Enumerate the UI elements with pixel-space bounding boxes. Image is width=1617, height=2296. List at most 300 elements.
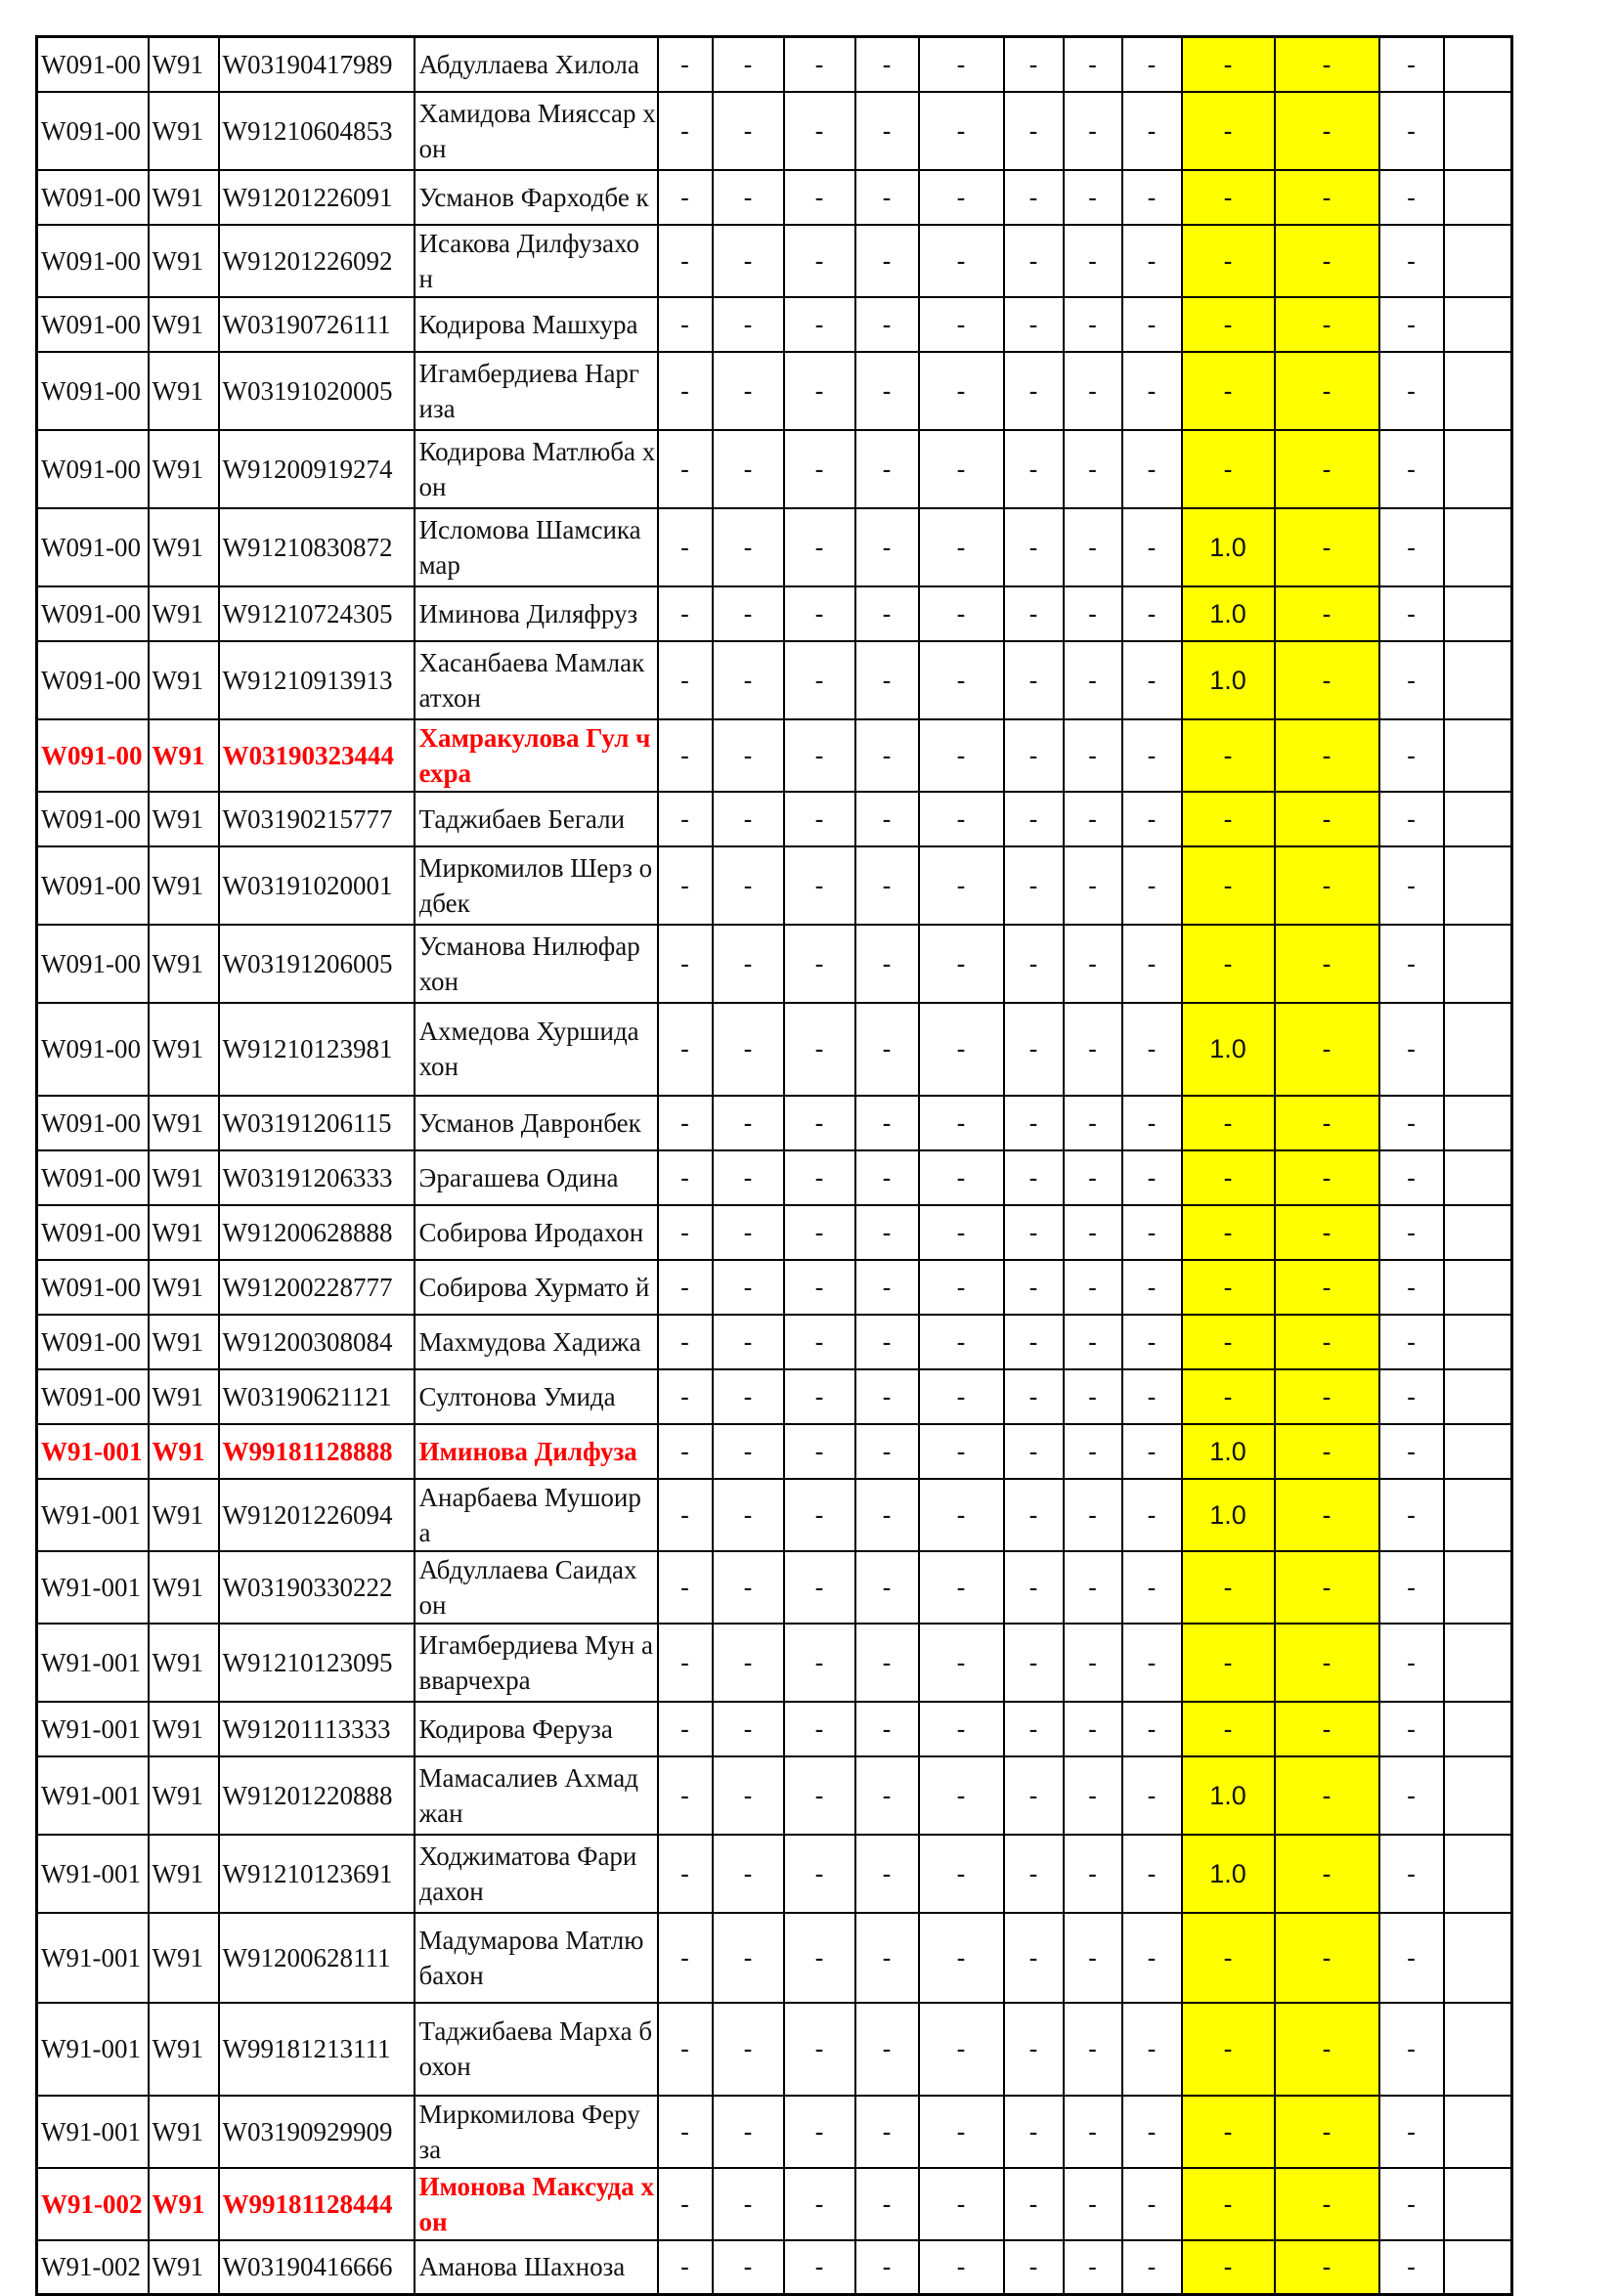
cell-value: - bbox=[658, 1369, 713, 1424]
name-text: Кодирова Машхура bbox=[418, 309, 638, 339]
cell-code: W91-001 bbox=[37, 1756, 149, 1835]
cell-value: - bbox=[855, 1702, 919, 1756]
cell-group: W91 bbox=[149, 2096, 219, 2168]
cell-id: W91200919274 bbox=[219, 430, 415, 508]
cell-value: - bbox=[855, 641, 919, 719]
cell-value: - bbox=[1379, 170, 1444, 225]
cell-value bbox=[1444, 37, 1512, 92]
cell-code: W91-001 bbox=[37, 2003, 149, 2096]
cell-value: - bbox=[1004, 1369, 1064, 1424]
name-text: Мадумарова Матлю бахон bbox=[418, 1925, 644, 1990]
cell-value: - bbox=[919, 1260, 1004, 1315]
cell-id: W03190416666 bbox=[219, 2240, 415, 2295]
cell-code: W91-002 bbox=[37, 2168, 149, 2240]
table-row bbox=[37, 1424, 1512, 1479]
cell-value: - bbox=[1275, 170, 1379, 225]
cell-value: - bbox=[919, 37, 1004, 92]
cell-value: - bbox=[919, 1369, 1004, 1424]
cell-value: - bbox=[1275, 1624, 1379, 1702]
cell-value: - bbox=[658, 1702, 713, 1756]
cell-value: - bbox=[855, 225, 919, 297]
cell-value: - bbox=[1379, 1479, 1444, 1551]
cell-value bbox=[1444, 2240, 1512, 2295]
cell-value: - bbox=[1275, 586, 1379, 641]
cell-value: - bbox=[1275, 2003, 1379, 2096]
cell-id: W91210913913 bbox=[219, 641, 415, 719]
cell-value: - bbox=[1379, 1369, 1444, 1424]
cell-value: - bbox=[784, 1424, 855, 1479]
cell-value: - bbox=[1064, 1479, 1122, 1551]
cell-id: W91210830872 bbox=[219, 508, 415, 586]
cell-value: - bbox=[1122, 1479, 1182, 1551]
cell-value: - bbox=[919, 2240, 1004, 2295]
cell-value: - bbox=[919, 1913, 1004, 2003]
cell-value: - bbox=[1275, 2240, 1379, 2295]
cell-value: - bbox=[713, 1551, 784, 1624]
cell-value: - bbox=[1004, 1150, 1064, 1205]
cell-value: - bbox=[1004, 1835, 1064, 1913]
cell-value: - bbox=[1379, 846, 1444, 925]
cell-value bbox=[1444, 1150, 1512, 1205]
cell-group: W91 bbox=[149, 1205, 219, 1260]
cell-value: - bbox=[1122, 430, 1182, 508]
cell-value: - bbox=[1182, 1205, 1275, 1260]
cell-value: - bbox=[1004, 2240, 1064, 2295]
name-text: Хамидова Мияссар хон bbox=[418, 98, 656, 163]
cell-value: - bbox=[1004, 1624, 1064, 1702]
cell-value bbox=[1444, 2003, 1512, 2096]
cell-value: - bbox=[1275, 719, 1379, 792]
cell-code: W091-00 bbox=[37, 1315, 149, 1369]
cell-value: - bbox=[1122, 1913, 1182, 2003]
cell-value: - bbox=[1275, 1702, 1379, 1756]
cell-value bbox=[1444, 1424, 1512, 1479]
cell-value: - bbox=[1122, 2168, 1182, 2240]
cell-value: - bbox=[1004, 92, 1064, 170]
cell-value: - bbox=[1275, 1913, 1379, 2003]
cell-name bbox=[415, 719, 658, 792]
cell-value: 1.0 bbox=[1182, 1003, 1275, 1096]
cell-name bbox=[415, 1624, 658, 1702]
cell-code: W091-00 bbox=[37, 925, 149, 1003]
cell-value: - bbox=[855, 1369, 919, 1424]
cell-value bbox=[1444, 1479, 1512, 1551]
cell-value: - bbox=[1064, 170, 1122, 225]
cell-value: - bbox=[1379, 1424, 1444, 1479]
cell-value: - bbox=[713, 1835, 784, 1913]
cell-value: - bbox=[1275, 1369, 1379, 1424]
name-text: Таджибаев Бегали bbox=[418, 803, 626, 834]
cell-value: - bbox=[658, 1756, 713, 1835]
table-row bbox=[37, 641, 1512, 719]
cell-name bbox=[415, 1551, 658, 1624]
cell-code: W091-00 bbox=[37, 508, 149, 586]
cell-value: - bbox=[1182, 1702, 1275, 1756]
cell-value: - bbox=[1275, 1260, 1379, 1315]
cell-code: W091-00 bbox=[37, 1369, 149, 1424]
cell-value: - bbox=[1122, 846, 1182, 925]
cell-value: - bbox=[1064, 1424, 1122, 1479]
table-row bbox=[37, 1835, 1512, 1913]
cell-value: - bbox=[784, 225, 855, 297]
table-row bbox=[37, 1624, 1512, 1702]
cell-value: - bbox=[658, 1205, 713, 1260]
cell-value: - bbox=[1122, 170, 1182, 225]
cell-value: - bbox=[1275, 352, 1379, 430]
cell-name bbox=[415, 1913, 658, 2003]
cell-value: - bbox=[658, 641, 713, 719]
cell-value: - bbox=[1064, 1260, 1122, 1315]
cell-value: - bbox=[1379, 508, 1444, 586]
cell-value: 1.0 bbox=[1182, 1835, 1275, 1913]
cell-value: - bbox=[855, 925, 919, 1003]
cell-value: - bbox=[1379, 1624, 1444, 1702]
cell-value: - bbox=[1064, 586, 1122, 641]
cell-value: - bbox=[1182, 1624, 1275, 1702]
cell-value: - bbox=[1182, 719, 1275, 792]
cell-value bbox=[1444, 1315, 1512, 1369]
cell-value: - bbox=[1064, 1150, 1122, 1205]
cell-value bbox=[1444, 1369, 1512, 1424]
cell-value: - bbox=[919, 2168, 1004, 2240]
cell-group: W91 bbox=[149, 2003, 219, 2096]
cell-code: W091-00 bbox=[37, 586, 149, 641]
cell-value bbox=[1444, 297, 1512, 352]
cell-value: - bbox=[919, 1835, 1004, 1913]
cell-value: - bbox=[1122, 92, 1182, 170]
cell-value: - bbox=[784, 92, 855, 170]
cell-value bbox=[1444, 792, 1512, 846]
cell-value: - bbox=[1064, 92, 1122, 170]
cell-name bbox=[415, 297, 658, 352]
cell-name bbox=[415, 1205, 658, 1260]
cell-value bbox=[1444, 170, 1512, 225]
cell-group: W91 bbox=[149, 297, 219, 352]
cell-value: 1.0 bbox=[1182, 586, 1275, 641]
cell-value: - bbox=[1182, 792, 1275, 846]
cell-code: W091-00 bbox=[37, 641, 149, 719]
cell-id: W99181213111 bbox=[219, 2003, 415, 2096]
cell-value: - bbox=[855, 586, 919, 641]
cell-id: W91201226094 bbox=[219, 1479, 415, 1551]
cell-value: - bbox=[855, 430, 919, 508]
name-text: Усманова Нилюфар хон bbox=[418, 931, 640, 996]
cell-value bbox=[1444, 1624, 1512, 1702]
table-row bbox=[37, 586, 1512, 641]
cell-value: - bbox=[658, 297, 713, 352]
cell-code: W091-00 bbox=[37, 225, 149, 297]
cell-value: - bbox=[1064, 1315, 1122, 1369]
cell-value: - bbox=[1064, 2168, 1122, 2240]
cell-value: - bbox=[1275, 846, 1379, 925]
cell-value: - bbox=[1004, 170, 1064, 225]
cell-value: - bbox=[1122, 37, 1182, 92]
cell-code: W091-00 bbox=[37, 1003, 149, 1096]
cell-value: - bbox=[1379, 1551, 1444, 1624]
cell-value: - bbox=[919, 1315, 1004, 1369]
cell-value: - bbox=[658, 1479, 713, 1551]
cell-value: - bbox=[1004, 1205, 1064, 1260]
cell-value: - bbox=[1275, 1315, 1379, 1369]
cell-value bbox=[1444, 1260, 1512, 1315]
table-row bbox=[37, 352, 1512, 430]
cell-value: - bbox=[1379, 225, 1444, 297]
cell-value: - bbox=[1064, 1003, 1122, 1096]
cell-value: - bbox=[713, 1150, 784, 1205]
cell-name bbox=[415, 641, 658, 719]
name-text: Собирова Хурмато й bbox=[418, 1272, 650, 1302]
cell-value: - bbox=[658, 925, 713, 1003]
cell-code: W091-00 bbox=[37, 792, 149, 846]
cell-value: - bbox=[1004, 846, 1064, 925]
cell-name bbox=[415, 2003, 658, 2096]
cell-name bbox=[415, 37, 658, 92]
cell-value: - bbox=[1004, 925, 1064, 1003]
cell-id: W91210123981 bbox=[219, 1003, 415, 1096]
cell-value: - bbox=[1064, 846, 1122, 925]
cell-value: - bbox=[855, 1260, 919, 1315]
cell-value: - bbox=[1379, 1150, 1444, 1205]
name-text: Иминова Дилфуза bbox=[418, 1436, 637, 1466]
cell-value: - bbox=[919, 297, 1004, 352]
cell-name bbox=[415, 792, 658, 846]
cell-id: W99181128888 bbox=[219, 1424, 415, 1479]
name-text: Аманова Шахноза bbox=[418, 2252, 626, 2282]
cell-value: - bbox=[919, 1424, 1004, 1479]
cell-value: - bbox=[1122, 225, 1182, 297]
cell-value: - bbox=[713, 1702, 784, 1756]
cell-name bbox=[415, 846, 658, 925]
cell-value: - bbox=[784, 2240, 855, 2295]
cell-id: W03190330222 bbox=[219, 1551, 415, 1624]
cell-group: W91 bbox=[149, 92, 219, 170]
cell-value: - bbox=[784, 1260, 855, 1315]
cell-value: - bbox=[784, 297, 855, 352]
name-text: Абдуллаева Саидах он bbox=[418, 1554, 637, 1620]
cell-group: W91 bbox=[149, 792, 219, 846]
cell-value: - bbox=[658, 170, 713, 225]
cell-value: - bbox=[1379, 352, 1444, 430]
cell-value: - bbox=[713, 225, 784, 297]
cell-value: - bbox=[919, 925, 1004, 1003]
cell-value: - bbox=[713, 1369, 784, 1424]
cell-name bbox=[415, 1479, 658, 1551]
cell-id: W91210123095 bbox=[219, 1624, 415, 1702]
cell-group: W91 bbox=[149, 1913, 219, 2003]
table-row bbox=[37, 508, 1512, 586]
name-text: Кодирова Феруза bbox=[418, 1713, 613, 1744]
cell-value: 1.0 bbox=[1182, 641, 1275, 719]
cell-value: - bbox=[1182, 225, 1275, 297]
table-row bbox=[37, 1913, 1512, 2003]
cell-group: W91 bbox=[149, 430, 219, 508]
cell-value: - bbox=[713, 1624, 784, 1702]
cell-id: W03190215777 bbox=[219, 792, 415, 846]
cell-value: - bbox=[1182, 297, 1275, 352]
cell-value: - bbox=[1182, 2168, 1275, 2240]
cell-value: - bbox=[855, 1913, 919, 2003]
cell-name bbox=[415, 1315, 658, 1369]
cell-value: - bbox=[1122, 719, 1182, 792]
cell-value: - bbox=[658, 352, 713, 430]
cell-value: - bbox=[855, 1835, 919, 1913]
cell-value: - bbox=[855, 2240, 919, 2295]
cell-value: - bbox=[919, 1702, 1004, 1756]
cell-value: - bbox=[1182, 37, 1275, 92]
cell-id: W91201113333 bbox=[219, 1702, 415, 1756]
cell-value: - bbox=[1004, 352, 1064, 430]
cell-value: - bbox=[658, 1913, 713, 2003]
cell-value: - bbox=[1275, 925, 1379, 1003]
cell-value: - bbox=[658, 1424, 713, 1479]
cell-value: - bbox=[1004, 1260, 1064, 1315]
cell-code: W091-00 bbox=[37, 170, 149, 225]
cell-value: - bbox=[1379, 37, 1444, 92]
cell-value bbox=[1444, 1205, 1512, 1260]
cell-value: - bbox=[1379, 430, 1444, 508]
cell-value: - bbox=[1275, 1551, 1379, 1624]
cell-value: - bbox=[1004, 1315, 1064, 1369]
cell-value bbox=[1444, 1756, 1512, 1835]
cell-id: W03191206005 bbox=[219, 925, 415, 1003]
cell-value: - bbox=[784, 1205, 855, 1260]
cell-value: - bbox=[855, 170, 919, 225]
table-row bbox=[37, 37, 1512, 92]
cell-value: - bbox=[1379, 1205, 1444, 1260]
cell-value: - bbox=[784, 1551, 855, 1624]
cell-value: - bbox=[919, 430, 1004, 508]
cell-value: - bbox=[855, 719, 919, 792]
cell-group: W91 bbox=[149, 1624, 219, 1702]
cell-name bbox=[415, 1150, 658, 1205]
cell-code: W091-00 bbox=[37, 1260, 149, 1315]
cell-value: - bbox=[919, 508, 1004, 586]
cell-id: W91200308084 bbox=[219, 1315, 415, 1369]
cell-value: - bbox=[1182, 430, 1275, 508]
table-row bbox=[37, 1369, 1512, 1424]
cell-value: - bbox=[713, 2003, 784, 2096]
cell-value: - bbox=[713, 1479, 784, 1551]
name-text: Анарбаева Мушоир а bbox=[418, 1482, 641, 1547]
name-text: Хасанбаева Мамлак атхон bbox=[418, 647, 645, 713]
cell-value: - bbox=[713, 1205, 784, 1260]
cell-name bbox=[415, 1835, 658, 1913]
cell-id: W03190726111 bbox=[219, 297, 415, 352]
name-text: Усманов Давронбек bbox=[418, 1107, 641, 1138]
cell-value: - bbox=[855, 92, 919, 170]
cell-value: - bbox=[1379, 1260, 1444, 1315]
cell-value: - bbox=[1379, 641, 1444, 719]
cell-value: - bbox=[713, 1913, 784, 2003]
cell-value: - bbox=[1275, 297, 1379, 352]
cell-value bbox=[1444, 1835, 1512, 1913]
cell-value: - bbox=[919, 2003, 1004, 2096]
cell-value: - bbox=[1004, 225, 1064, 297]
cell-group: W91 bbox=[149, 1096, 219, 1150]
cell-value: - bbox=[1122, 1702, 1182, 1756]
cell-id: W91210724305 bbox=[219, 586, 415, 641]
table-row bbox=[37, 1315, 1512, 1369]
cell-value: - bbox=[1182, 1913, 1275, 2003]
cell-value: - bbox=[1182, 1315, 1275, 1369]
cell-value bbox=[1444, 925, 1512, 1003]
cell-value: - bbox=[1379, 586, 1444, 641]
cell-group: W91 bbox=[149, 352, 219, 430]
cell-value: - bbox=[1379, 1835, 1444, 1913]
cell-value: - bbox=[855, 846, 919, 925]
cell-value: - bbox=[1379, 2096, 1444, 2168]
cell-value: - bbox=[1182, 1096, 1275, 1150]
cell-group: W91 bbox=[149, 586, 219, 641]
cell-value: - bbox=[1275, 1479, 1379, 1551]
cell-value: - bbox=[713, 1003, 784, 1096]
table-row bbox=[37, 792, 1512, 846]
cell-code: W091-00 bbox=[37, 1096, 149, 1150]
cell-value: - bbox=[713, 2096, 784, 2168]
cell-name bbox=[415, 352, 658, 430]
cell-value: - bbox=[784, 1150, 855, 1205]
cell-value: - bbox=[713, 37, 784, 92]
cell-group: W91 bbox=[149, 1835, 219, 1913]
cell-value: - bbox=[658, 2003, 713, 2096]
cell-value: - bbox=[1379, 2240, 1444, 2295]
cell-value: - bbox=[855, 1424, 919, 1479]
cell-value: - bbox=[1122, 352, 1182, 430]
cell-code: W91-001 bbox=[37, 1702, 149, 1756]
cell-value: - bbox=[784, 719, 855, 792]
cell-value: - bbox=[658, 792, 713, 846]
cell-value: - bbox=[658, 37, 713, 92]
cell-value: - bbox=[1182, 2240, 1275, 2295]
cell-value: - bbox=[1379, 2168, 1444, 2240]
cell-value: - bbox=[658, 1096, 713, 1150]
cell-group: W91 bbox=[149, 846, 219, 925]
cell-value: - bbox=[713, 1756, 784, 1835]
cell-value: - bbox=[1275, 508, 1379, 586]
cell-value bbox=[1444, 846, 1512, 925]
cell-value: - bbox=[658, 508, 713, 586]
cell-code: W091-00 bbox=[37, 352, 149, 430]
cell-value: - bbox=[713, 352, 784, 430]
cell-group: W91 bbox=[149, 925, 219, 1003]
name-text: Махмудова Хадижа bbox=[418, 1326, 641, 1357]
cell-value bbox=[1444, 1551, 1512, 1624]
cell-value: - bbox=[1004, 1479, 1064, 1551]
cell-value: - bbox=[713, 641, 784, 719]
cell-value: - bbox=[1064, 1551, 1122, 1624]
cell-value: - bbox=[658, 1551, 713, 1624]
cell-value: - bbox=[1122, 1205, 1182, 1260]
cell-value bbox=[1444, 1702, 1512, 1756]
cell-value: - bbox=[1004, 1756, 1064, 1835]
cell-name bbox=[415, 1756, 658, 1835]
cell-value: 1.0 bbox=[1182, 1756, 1275, 1835]
cell-value: - bbox=[1122, 586, 1182, 641]
cell-value: - bbox=[855, 1479, 919, 1551]
cell-value: - bbox=[784, 641, 855, 719]
cell-value: - bbox=[855, 1096, 919, 1150]
cell-value: - bbox=[855, 297, 919, 352]
cell-value: - bbox=[1122, 1424, 1182, 1479]
cell-value: - bbox=[919, 586, 1004, 641]
cell-value: - bbox=[1275, 641, 1379, 719]
cell-value: - bbox=[1064, 792, 1122, 846]
cell-value: - bbox=[1064, 1702, 1122, 1756]
cell-value: - bbox=[1275, 1424, 1379, 1479]
cell-value: - bbox=[784, 1702, 855, 1756]
cell-name bbox=[415, 1369, 658, 1424]
cell-value: - bbox=[1182, 1150, 1275, 1205]
